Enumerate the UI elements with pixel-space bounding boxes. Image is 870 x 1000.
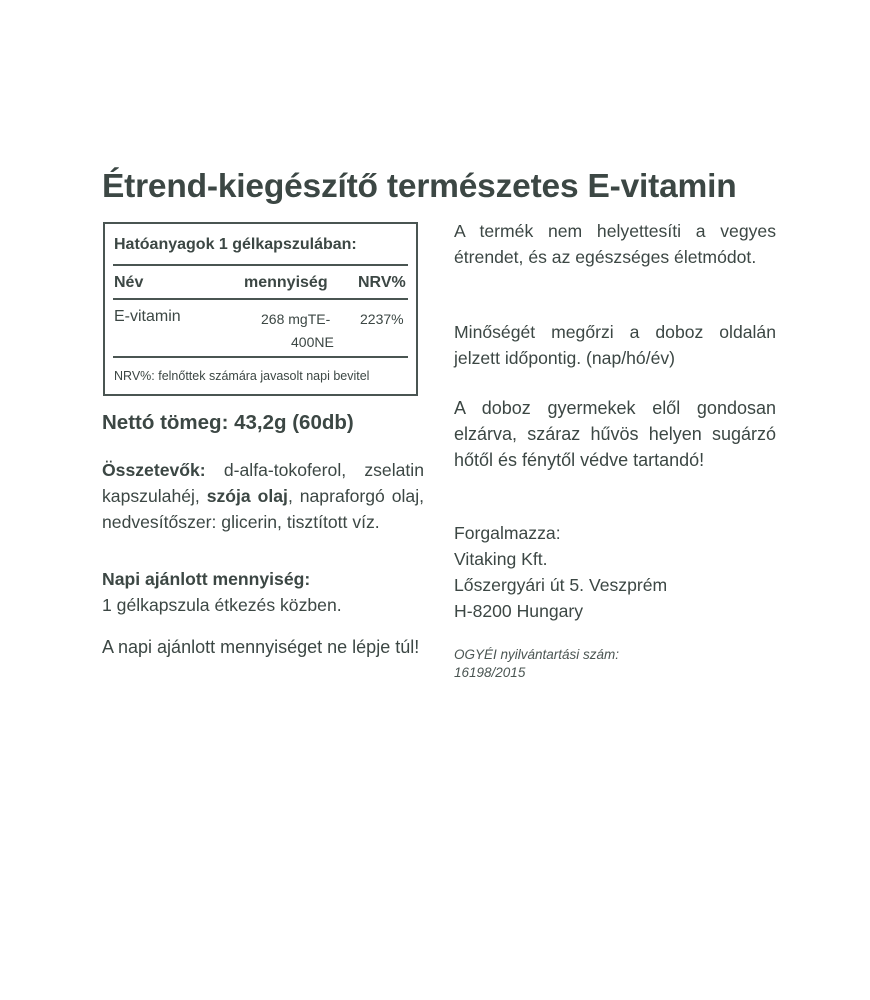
row-nrv: 2237% <box>360 311 404 327</box>
ingredients-label: Összetevők: <box>102 460 206 480</box>
row-amount-line2: 400NE <box>291 334 334 350</box>
page-title: Étrend-kiegészítő természetes E-vitamin <box>102 168 737 205</box>
table-divider <box>113 264 408 266</box>
distributor-name: Vitaking Kft. <box>454 549 548 569</box>
storage-text: Minőségét megőrzi a doboz oldalán jelzett időpontig. (nap/hó/év) <box>454 322 776 368</box>
distributor-label: Forgalmazza: <box>454 523 561 543</box>
dosage-label: Napi ajánlott mennyiség: <box>102 569 311 589</box>
active-ingredients-table <box>103 222 418 396</box>
table-divider <box>113 298 408 300</box>
ingredients-soy: szója olaj <box>206 486 288 506</box>
ingredients <box>102 457 424 535</box>
dosage-text: 1 gélkapszula étkezés közben. <box>102 595 342 615</box>
row-amount-line1: 268 mgTE- <box>261 311 331 327</box>
column-nrv: NRV% <box>358 274 406 291</box>
table-header: Hatóanyagok 1 gélkapszulában: <box>114 236 357 253</box>
distributor-address: Lőszergyári út 5. Veszprém <box>454 575 668 595</box>
column-amount: mennyiség <box>244 274 328 291</box>
safety-text: A doboz gyermekek elől gondosan elzárva, száraz hűvös helyen sugárzó hőtől és fénytől védve tartandó! <box>454 398 776 470</box>
warning: A napi ajánlott mennyiséget ne lépje túl! <box>102 637 420 657</box>
ogyei-number: 16198/2015 <box>454 665 526 680</box>
ogyei-label: OGYÉI nyilvántartási szám: <box>454 647 620 662</box>
distributor-country: H-8200 Hungary <box>454 601 584 621</box>
row-name: E-vitamin <box>114 308 181 325</box>
column-name: Név <box>114 274 144 291</box>
nrv-note: NRV%: felnőttek számára javasolt napi bevitel <box>114 369 370 383</box>
net-weight: Nettó tömeg: 43,2g (60db) <box>102 411 354 434</box>
notice-text: A termék nem helyettesíti a vegyes étrendet, és az egészséges életmódot. <box>454 221 776 267</box>
ingredients-text-2: , napraforgó olaj, nedvesítőszer: glicerin, tisztított víz. <box>102 486 424 532</box>
ingredients-text-1: d-alfa-tokoferol, zselatin kapszulahéj, <box>102 460 424 506</box>
table-divider <box>113 356 408 358</box>
